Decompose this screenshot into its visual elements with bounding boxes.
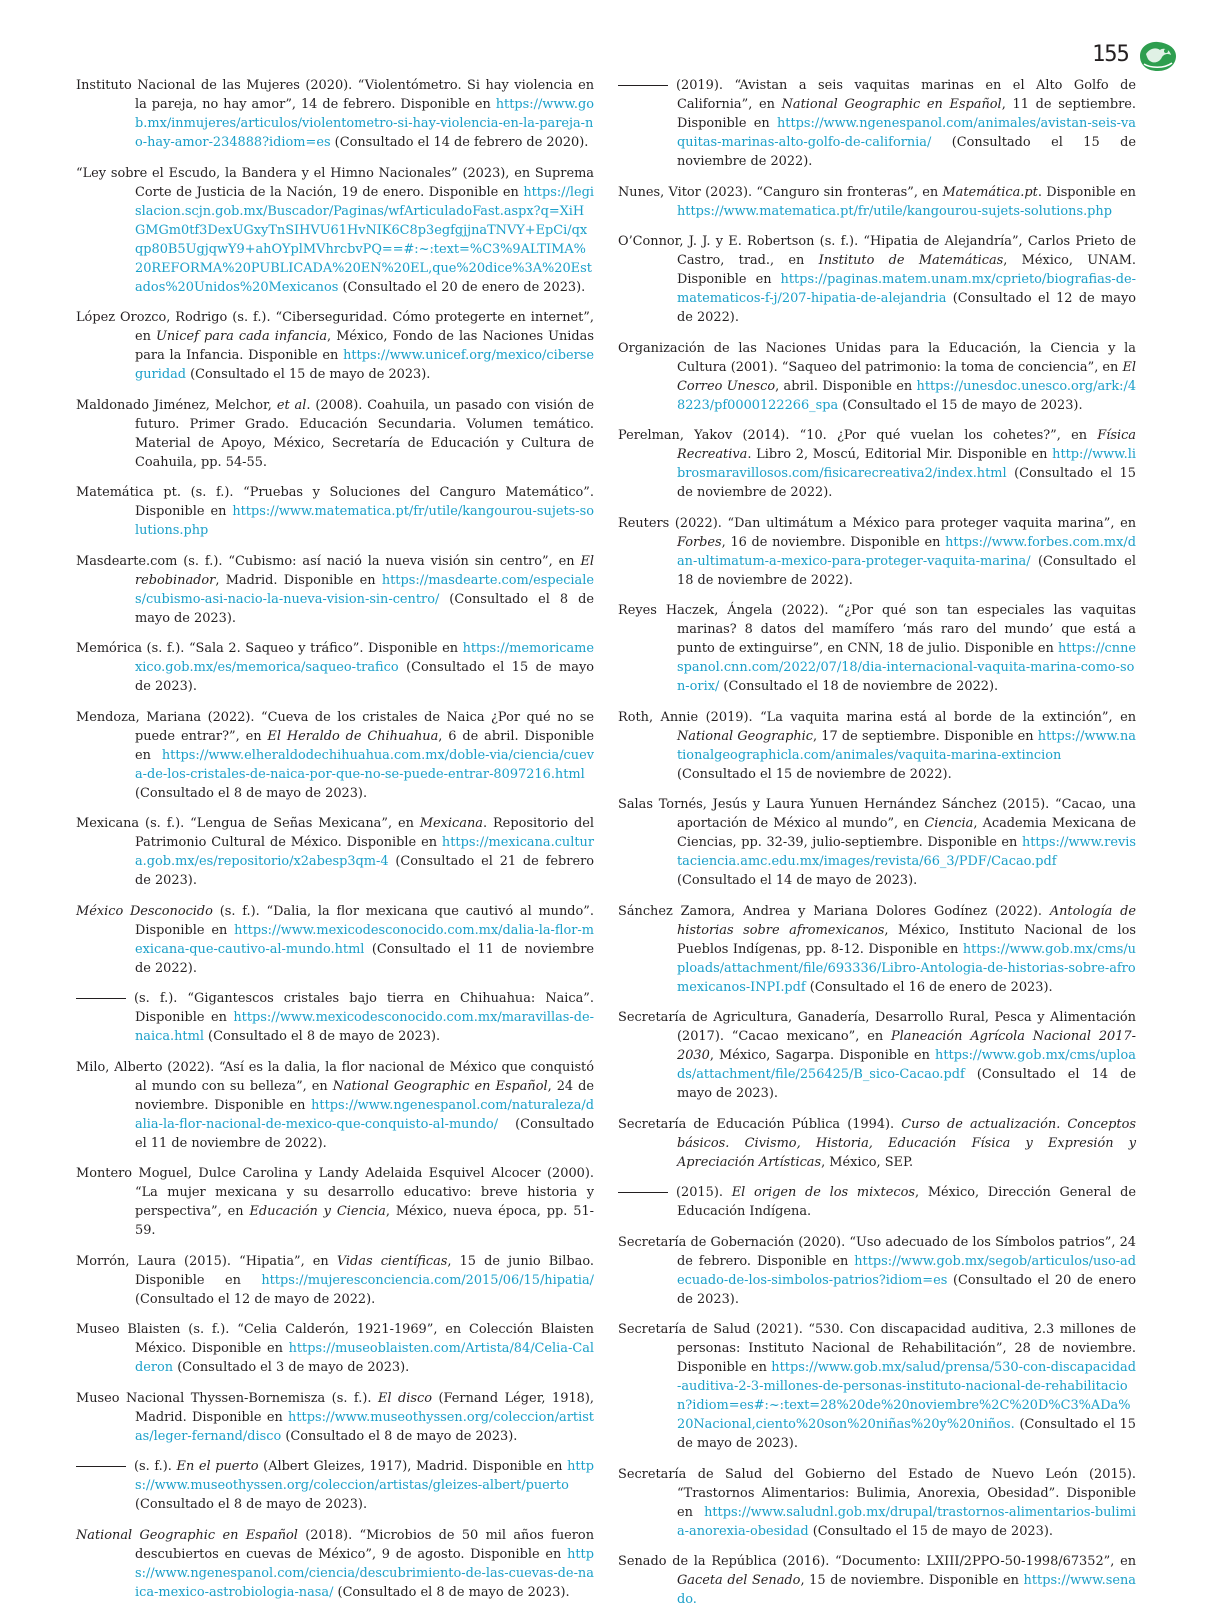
reference-entry — [618, 1320, 1136, 1453]
reference-text: (s. f.). — [134, 1459, 177, 1474]
reference-text: Maldonado Jiménez, Melchor, — [76, 397, 277, 413]
reference-entry — [76, 639, 594, 696]
consultation-date: (Consultado el 8 de mayo de 2023). — [281, 1428, 518, 1444]
consultation-date: (Consultado el 14 de mayo de 2023). — [677, 1067, 1136, 1101]
reference-title: Gaceta del Senado — [677, 1573, 801, 1588]
consultation-date: (Consultado el 20 de enero de 2023). — [677, 1272, 1136, 1307]
reference-title: El rebobinador — [135, 553, 594, 588]
reference-entry — [76, 164, 594, 297]
reference-text: . Repositorio del Patrimonio Cultural de México. Disponible en — [135, 816, 594, 850]
reference-link[interactable]: https://www.matematica.pt/fr/utile/kangourou-sujets-solutions.php — [135, 504, 594, 538]
consultation-date: (Consultado el 15 de mayo de 2023). — [677, 1417, 1136, 1451]
consultation-date: (Consultado el 15 de noviembre de 2022). — [677, 466, 1136, 500]
reference-link[interactable]: https://www.forbes.com.mx/dan-ultimatum-a-mexico-para-proteger-vaquita-marina/ — [677, 534, 1136, 569]
reference-entry — [618, 1465, 1136, 1541]
reference-text: . Libro 2, Moscú, Editorial Mir. Disponible en — [747, 447, 1053, 462]
reference-title: et al — [276, 397, 307, 413]
reference-link[interactable]: https://paginas.matem.unam.mx/cprieto/biografias-de-matematicos-f-j/207-hipatia-de-alejandria — [677, 272, 1136, 306]
consultation-date: (Consultado el 8 de mayo de 2023). — [333, 1584, 570, 1600]
reference-text: Sánchez Zamora, Andrea y Mariana Dolores Godínez (2022). — [618, 903, 1050, 919]
reference-text: , Madrid. Disponible en — [215, 572, 382, 588]
reference-link[interactable]: http://www.librosmaravillosos.com/fisicarecreativa2/index.html — [677, 447, 1136, 481]
reference-entry — [76, 1164, 594, 1240]
references-right-column — [618, 76, 1136, 1621]
reference-link[interactable]: https://memoricamexico.gob.mx/es/memorica/saqueo-trafico — [135, 641, 594, 675]
reference-text: , 15 de junio Bilbao. Disponible en — [135, 1253, 594, 1288]
reference-link[interactable]: https://mujeresconciencia.com/2015/06/15/hipatia/ — [261, 1272, 594, 1288]
reference-link[interactable]: https://www.mexicodesconocido.com.mx/dalia-la-flor-mexicana-que-cautivo-al-mundo.html — [135, 922, 594, 957]
reference-link[interactable]: https://www.ngenespanol.com/animales/avistan-seis-vaquitas-marinas-alto-golfo-de-california/ — [677, 116, 1136, 150]
reference-text: Montero Moguel, Dulce Carolina y Landy Adelaida Esquivel Alcocer (2000). “La mujer mexicana y su desarrollo educativo: breve historia y perspectiva”, en — [76, 1166, 594, 1219]
reference-text: (2019). “Avistan a seis vaquitas marinas en el Alto Golfo de California”, en — [676, 78, 1136, 112]
reference-text: , 6 de abril. Disponible en — [135, 728, 594, 763]
reference-entry — [618, 708, 1136, 784]
reference-text: (s. f.). “Dalia, la flor mexicana que cautivó al mundo”. Disponible en — [135, 903, 594, 938]
reference-entry — [618, 1183, 1136, 1221]
reference-link[interactable]: https://mexicana.cultura.gob.mx/es/repositorio/x2abesp3qm-4 — [135, 835, 594, 869]
reference-entry — [618, 1115, 1136, 1172]
reference-text: , México, UNAM. Disponible en — [677, 253, 1136, 287]
consultation-date: (Consultado el 11 de noviembre de 2022). — [135, 941, 594, 976]
reference-text: , 24 de noviembre. Disponible en — [135, 1078, 594, 1113]
reference-entry — [76, 989, 594, 1046]
reference-text: Senado de la República (2016). “Documento: LXIII/2PPO-50-1998/67352”, en — [618, 1554, 1136, 1569]
consultation-date: (Consultado el 8 de mayo de 2023). — [135, 1497, 368, 1512]
mexican-emblem-icon — [1136, 38, 1180, 74]
reference-link[interactable]: https://unesdoc.unesco.org/ark:/48223/pf0000122266_spa — [677, 378, 1137, 413]
reference-text: (2018). “Microbios de 50 mil años fueron descubiertos en cuevas de México”, 9 de agosto. Disponible en — [135, 1527, 594, 1562]
ditto-rule — [76, 1466, 126, 1467]
reference-title: National Geographic en Español — [781, 97, 1002, 112]
reference-text: Secretaría de Salud (2021). “530. Con discapacidad auditiva, 2.3 millones de personas: Instituto Nacional de Rehabilitación”, 28 de noviembre. Disponible en — [618, 1322, 1136, 1375]
reference-text: , México, SEP. — [821, 1154, 914, 1170]
reference-text: Reuters (2022). “Dan ultimátum a México para proteger vaquita marina”, en — [618, 515, 1136, 531]
reference-link[interactable]: https://www.gob.mx/inmujeres/articulos/violentometro-si-hay-violencia-en-la-pareja-no-hay-amor-234888?idiom=es — [135, 97, 594, 150]
reference-entry — [76, 1058, 594, 1153]
reference-text: (2015). — [676, 1185, 732, 1200]
reference-link[interactable]: https://www.museothyssen.org/coleccion/artistas/gleizes-albert/puerto — [135, 1459, 594, 1493]
reference-link[interactable]: https://www.gob.mx/segob/articulos/uso-adecuado-de-los-simbolos-patrios?idiom=es — [677, 1253, 1136, 1288]
reference-link[interactable]: https://www.gob.mx/cms/uploads/attachment/file/693336/Libro-Antologia-de-historias-sobre-afromexicanos-INPI.pdf — [677, 941, 1136, 995]
consultation-date: (Consultado el 12 de mayo de 2022). — [677, 291, 1136, 325]
reference-link[interactable]: https://www.gob.mx/cms/uploads/attachment/file/256425/B_sico-Cacao.pdf — [677, 1048, 1136, 1082]
consultation-date: (Consultado el 14 de febrero de 2020). — [330, 135, 589, 150]
reference-title: El origen de los mixtecos — [731, 1185, 915, 1200]
reference-entry — [76, 308, 594, 384]
reference-text: . (2008). Coahuila, un pasado con visión de futuro. Primer Grado. Educación Secundaria. Volumen temático. Material de Apoyo, México, Secretaría de Educación y Cultura de Coahuila, pp. 54-55. — [135, 397, 594, 470]
reference-entry — [618, 1008, 1136, 1103]
consultation-date: (Consultado el 8 de mayo de 2023). — [203, 1029, 441, 1044]
reference-text: Morrón, Laura (2015). “Hipatia”, en — [76, 1253, 337, 1269]
reference-title: National Geographic en Español — [76, 1527, 298, 1543]
reference-entry — [618, 601, 1136, 696]
reference-link[interactable]: https://www.revistaciencia.amc.edu.mx/images/revista/66_3/PDF/Cacao.pdf — [677, 835, 1136, 869]
reference-entry — [76, 552, 594, 628]
reference-entry — [76, 1252, 594, 1309]
reference-text: Secretaría de Educación Pública (1994). — [618, 1116, 902, 1132]
reference-link[interactable]: https://www.museothyssen.org/coleccion/artistas/leger-fernand/disco — [135, 1409, 594, 1444]
consultation-date: (Consultado el 8 de mayo de 2023). — [135, 591, 594, 626]
reference-text: . Disponible en — [1037, 184, 1136, 200]
reference-entry — [76, 76, 594, 152]
page-number: 155 — [1092, 42, 1129, 67]
reference-entry — [76, 1389, 594, 1446]
reference-entry — [76, 902, 594, 978]
reference-entry — [618, 183, 1136, 221]
reference-text: O’Connor, J. J. y E. Robertson (s. f.). “Hipatia de Alejandría”, Carlos Prieto de Castro, trad., en — [618, 234, 1136, 268]
consultation-date: (Consultado el 15 de mayo de 2023). — [186, 367, 431, 382]
reference-text: Nunes, Vitor (2023). “Canguro sin fronteras”, en — [618, 184, 943, 200]
reference-text: Salas Tornés, Jesús y Laura Yunuen Hernández Sánchez (2015). “Cacao, una aportación de México al mundo”, en — [618, 797, 1136, 831]
reference-text: Mendoza, Mariana (2022). “Cueva de los cristales de Naica ¿Por qué no se puede entrar?”, en — [76, 709, 594, 744]
consultation-date: (Consultado el 16 de enero de 2023). — [805, 979, 1053, 995]
consultation-date: (Consultado el 18 de noviembre de 2022). — [719, 679, 999, 694]
reference-entry — [76, 1457, 594, 1514]
reference-entry — [618, 1552, 1136, 1609]
reference-link[interactable]: https://www.mexicodesconocido.com.mx/maravillas-de-naica.html — [135, 1010, 594, 1044]
reference-text: Instituto Nacional de las Mujeres (2020). “Violentómetro. Si hay violencia en la pareja, no hay amor”, 14 de febrero. Disponible en — [76, 78, 594, 112]
consultation-date: (Consultado el 15 de mayo de 2023). — [838, 397, 1083, 413]
reference-title: Física Recreativa — [677, 428, 1136, 462]
reference-text: Milo, Alberto (2022). “Así es la dalia, la flor nacional de México que conquistó al mundo con su belleza”, en — [76, 1059, 594, 1094]
reference-text: , 16 de noviembre. Disponible en — [721, 534, 946, 550]
reference-link[interactable]: https://www.ngenespanol.com/naturaleza/dalia-la-flor-nacional-de-mexico-que-conquisto-al-mundo/ — [135, 1097, 594, 1132]
consultation-date: (Consultado el 15 de noviembre de 2022). — [677, 766, 952, 782]
reference-entry — [618, 1233, 1136, 1309]
reference-title: Educación y Ciencia — [249, 1204, 386, 1219]
reference-link[interactable]: https://www.unicef.org/mexico/ciberseguridad — [135, 348, 594, 382]
consultation-date: (Consultado el 15 de mayo de 2023). — [808, 1523, 1053, 1539]
reference-title: Antología de historias sobre afromexicanos — [677, 903, 1137, 938]
reference-link[interactable]: https://museoblaisten.com/Artista/84/Celia-Calderon — [135, 1341, 594, 1375]
consultation-date: (Consultado el 18 de noviembre de 2022). — [677, 553, 1136, 588]
reference-link[interactable]: https://www.ngenespanol.com/ciencia/descubrimiento-de-las-cuevas-de-naica-mexico-astrobiologia-nasa/ — [135, 1546, 594, 1600]
reference-entry — [618, 339, 1136, 415]
reference-title: Ciencia — [924, 816, 974, 831]
reference-title: Unicef para cada infancia — [156, 329, 328, 344]
reference-text: (Albert Gleizes, 1917), Madrid. Disponible en — [258, 1459, 568, 1474]
reference-link[interactable]: https://www.gob.mx/salud/prensa/530-con-discapacidad-auditiva-2-3-millones-de-personas-instituto-nacional-de-rehabilitacion?idiom=es#:~:text=28%20de%20noviembre%2C%20D%C3%ADa%20Nacional,ciento%20son%20niñas%20y%20niños. — [677, 1360, 1136, 1432]
reference-text: , 11 de septiembre. Disponible en — [677, 97, 1136, 131]
consultation-date: (Consultado el 14 de mayo de 2023). — [677, 873, 918, 888]
reference-text: , 15 de noviembre. Disponible en — [800, 1573, 1024, 1588]
reference-text: Reyes Haczek, Ángela (2022). “¿Por qué son tan especiales las vaquitas marinas? 8 datos del mamífero ‘más raro del mundo’ que está a punto de extinguirse”, en CNN, 18 de julio. Disponible en — [618, 603, 1136, 656]
reference-entry — [618, 426, 1136, 502]
reference-text: , México, nueva época, pp. 51-59. — [135, 1204, 595, 1238]
reference-text: Roth, Annie (2019). “La vaquita marina está al borde de la extinción”, en — [618, 709, 1136, 725]
consultation-date: (Consultado el 8 de mayo de 2023). — [135, 785, 368, 801]
reference-text: Matemática pt. (s. f.). “Pruebas y Soluciones del Canguro Matemático”. Disponible en — [76, 485, 594, 519]
reference-entry — [76, 814, 594, 890]
reference-title: Curso de actualización. Conceptos básicos. Civismo, Historia, Educación Física y Expresión y Apreciación Artísticas — [677, 1116, 1136, 1170]
reference-title: Matemática.pt — [942, 184, 1038, 200]
consultation-date: (Consultado el 15 de mayo de 2023). — [135, 660, 594, 694]
reference-text: , 17 de septiembre. Disponible en — [813, 728, 1038, 744]
reference-text: , México, Sagarpa. Disponible en — [709, 1048, 936, 1063]
reference-entry — [76, 483, 594, 540]
reference-entry — [618, 514, 1136, 590]
reference-text: Masdearte.com (s. f.). “Cubismo: así nació la nueva visión sin centro”, en — [76, 553, 581, 569]
reference-link[interactable]: https://masdearte.com/especiales/cubismo-asi-nacio-la-nueva-vision-sin-centro/ — [135, 572, 594, 607]
reference-text: , México, Fondo de las Naciones Unidas para la Infancia. Disponible en — [135, 329, 594, 363]
reference-entry — [618, 232, 1136, 327]
reference-text: Mexicana (s. f.). “Lengua de Señas Mexicana”, en — [76, 816, 420, 831]
reference-entry — [618, 76, 1136, 171]
reference-text: , Academia Mexicana de Ciencias, pp. 32-39, julio-septiembre. Disponible en — [677, 816, 1136, 850]
reference-title: Mexicana — [419, 816, 483, 831]
consultation-date: (Consultado el 15 de noviembre de 2022). — [677, 135, 1136, 169]
reference-text: Secretaría de Salud del Gobierno del Estado de Nuevo León (2015). “Trastornos Alimentarios: Bulimia, Anorexia, Obesidad”. Disponible en — [618, 1466, 1136, 1520]
references-left-column — [76, 76, 594, 1613]
reference-text: , abril. Disponible en — [775, 378, 917, 394]
reference-title: Forbes — [677, 534, 722, 550]
reference-title: México Desconocido — [76, 903, 213, 919]
reference-title: El Correo Unesco — [677, 359, 1136, 394]
reference-text: López Orozco, Rodrigo (s. f.). “Ciberseguridad. Cómo protegerte en internet”, en — [76, 310, 594, 344]
reference-entry — [618, 795, 1136, 890]
reference-text: Secretaría de Gobernación (2020). “Uso adecuado de los Símbolos patrios”, 24 de febrero. Disponible en — [618, 1234, 1136, 1269]
ditto-rule — [76, 998, 126, 999]
reference-text: , México, Instituto Nacional de los Pueblos Indígenas, pp. 8-12. Disponible en — [677, 922, 1136, 957]
reference-entry — [76, 1320, 594, 1377]
reference-link[interactable]: https://www.elheraldodechihuahua.com.mx/doble-via/ciencia/cueva-de-los-cristales-de-naica-por-que-no-se-puede-entrar-8097216.html — [135, 747, 594, 782]
consultation-date: (Consultado el 21 de febrero de 2023). — [135, 854, 594, 888]
reference-text: , México, Dirección General de Educación Indígena. — [677, 1185, 1136, 1219]
reference-text: Perelman, Yakov (2014). “10. ¿Por qué vuelan los cohetes?”, en — [618, 428, 1098, 443]
reference-text: Secretaría de Agricultura, Ganadería, Desarrollo Rural, Pesca y Alimentación (2017). “Cacao mexicano”, en — [618, 1010, 1136, 1044]
reference-link[interactable]: https://www.nationalgeographicla.com/animales/vaquita-marina-extincion — [677, 728, 1136, 763]
reference-entry — [76, 708, 594, 803]
consultation-date: (Consultado el 12 de mayo de 2022). — [135, 1291, 376, 1307]
consultation-date: (Consultado el 11 de noviembre de 2022). — [135, 1116, 594, 1151]
reference-link[interactable]: https://www.saludnl.gob.mx/drupal/trastornos-alimentarios-bulimia-anorexia-obesidad — [677, 1504, 1136, 1539]
reference-title: National Geographic — [677, 728, 814, 744]
consultation-date: (Consultado el 20 de enero de 2023). — [338, 279, 586, 295]
reference-text: Museo Nacional Thyssen-Bornemisza (s. f.). — [76, 1390, 378, 1406]
reference-title: Planeación Agrícola Nacional 2017-2030 — [677, 1029, 1136, 1063]
reference-text: (s. f.). “Gigantescos cristales bajo tierra en Chihuahua: Naica”. Disponible en — [134, 991, 594, 1025]
reference-entry — [618, 902, 1136, 997]
reference-text: “Ley sobre el Escudo, la Bandera y el Himno Nacionales” (2023), en Suprema Corte de Justicia de la Nación, 19 de enero. Disponible en — [76, 165, 594, 200]
reference-title: Vidas científicas — [336, 1253, 448, 1269]
reference-link[interactable]: https://www.senado. — [677, 1573, 1136, 1607]
reference-text: Memórica (s. f.). “Sala 2. Saqueo y tráfico”. Disponible en — [76, 641, 463, 656]
reference-entry — [76, 1526, 594, 1602]
reference-title: Instituto de Matemáticas — [818, 253, 1004, 268]
reference-title: En el puerto — [176, 1459, 259, 1474]
reference-link[interactable]: https://cnnespanol.cnn.com/2022/07/18/dia-internacional-vaquita-marina-como-son-orix/ — [677, 641, 1136, 694]
reference-text: Museo Blaisten (s. f.). “Celia Calderón, 1921-1969”, en Colección Blaisten México. Disponible en — [76, 1322, 594, 1356]
ditto-rule — [618, 1192, 668, 1193]
reference-title: El disco — [377, 1390, 432, 1406]
reference-title: El Heraldo de Chihuahua — [267, 728, 439, 744]
reference-title: National Geographic en Español — [332, 1078, 548, 1094]
reference-text: (Fernand Léger, 1918), Madrid. Disponible en — [135, 1390, 594, 1425]
consultation-date: (Consultado el 3 de mayo de 2023). — [173, 1360, 410, 1375]
ditto-rule — [618, 85, 668, 86]
reference-link[interactable]: https://www.matematica.pt/fr/utile/kangourou-sujets-solutions.php — [677, 203, 1112, 219]
reference-entry — [76, 396, 594, 472]
reference-text: Organización de las Naciones Unidas para la Educación, la Ciencia y la Cultura (2001). “Saqueo del patrimonio: la toma de conciencia”, en — [618, 340, 1136, 375]
reference-link[interactable]: https://legislacion.scjn.gob.mx/Buscador/Paginas/wfArticuladoFast.aspx?q=XiHGMGm0tf3DexUGxyTnSIHVU61HvNIK6C8p3egfgjjnaTNVY+EpCi/qxqp80B5UgjqwY9+ahOYplMVhrcbvPQ==#:~:text=%C3%9ALTIMA%20REFORMA%20PUBLICADA%20EN%20EL,que%20dice%3A%20Estados%20Unidos%20Mexicanos — [135, 184, 594, 295]
